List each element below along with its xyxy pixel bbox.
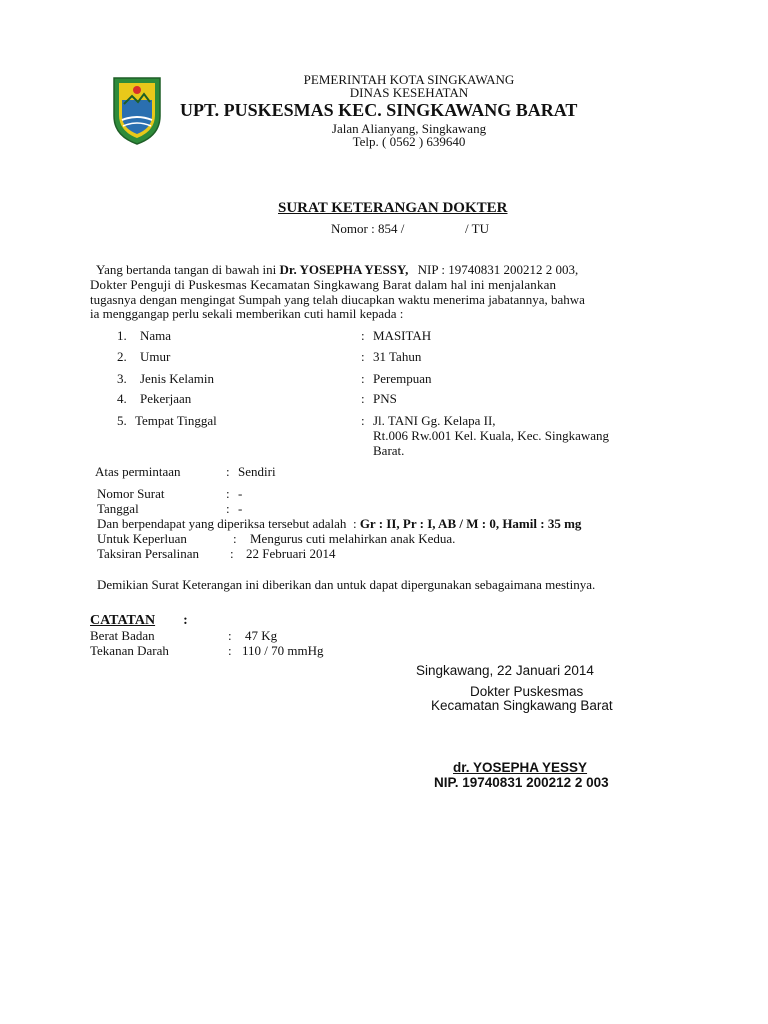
colon: : <box>230 546 234 561</box>
letterhead-address: Jalan Alianyang, Singkawang <box>331 121 487 136</box>
colon: : <box>361 413 365 428</box>
patient-num: 5. <box>117 413 127 428</box>
letter-number-label: Nomor Surat <box>97 486 165 501</box>
patient-value: 31 Tahun <box>373 349 422 364</box>
patient-num: 3. <box>117 371 127 386</box>
letterhead-org: UPT. PUSKESMAS KEC. SINGKAWANG BARAT <box>180 100 578 120</box>
notes-title: CATATAN <box>90 613 156 628</box>
patient-value: Perempuan <box>373 371 432 386</box>
date-value: - <box>238 501 243 516</box>
opinion-text: Dan berpendapat yang diperiksa tersebut adalah <box>97 516 347 531</box>
letterhead-dept: DINAS KESEHATAN <box>349 85 469 100</box>
blood-pressure-label: Tekanan Darah <box>90 643 169 658</box>
letterhead-phone: Telp. ( 0562 ) 639640 <box>352 134 466 149</box>
notes-title-line: CATATAN : <box>90 613 188 628</box>
document-title: SURAT KETERANGAN DOKTER <box>278 200 508 216</box>
patient-label: Nama <box>140 328 172 343</box>
signature-role-1: Dokter Puskesmas <box>470 684 584 699</box>
patient-num: 4. <box>117 391 127 406</box>
patient-num: 2. <box>117 349 127 364</box>
signature-role-2: Kecamatan Singkawang Barat <box>431 698 613 713</box>
colon: : <box>361 328 365 343</box>
colon: : <box>226 501 230 516</box>
intro-line-4: ia menggangap perlu sekali memberikan cuti hamil kepada : <box>90 306 404 321</box>
purpose-label: Untuk Keperluan <box>97 531 187 546</box>
patient-num: 1. <box>117 328 127 343</box>
city-emblem-logo <box>110 74 164 146</box>
patient-label: Jenis Kelamin <box>140 371 215 386</box>
colon: : <box>226 464 230 479</box>
colon: : <box>226 486 230 501</box>
opinion-value: Gr : II, Pr : I, AB / M : 0, Hamil : 35 mg <box>359 516 582 531</box>
signature-place-date: Singkawang, 22 Januari 2014 <box>416 663 594 678</box>
due-date-label: Taksiran Persalinan <box>97 546 199 561</box>
patient-value-line2: Rt.006 Rw.001 Kel. Kuala, Kec. Singkawang <box>373 428 610 443</box>
letterhead-gov: PEMERINTAH KOTA SINGKAWANG <box>303 72 515 87</box>
colon: : <box>228 628 232 643</box>
colon: : <box>361 391 365 406</box>
intro-line-2: Dokter Penguji di Puskesmas Kecamatan Singkawang Barat dalam hal ini menjalankan <box>90 277 557 292</box>
due-date-value: 22 Februari 2014 <box>246 546 336 561</box>
purpose-value: Mengurus cuti melahirkan anak Kedua. <box>250 531 456 546</box>
patient-value: Jl. TANI Gg. Kelapa II, <box>373 413 496 428</box>
blood-pressure-value: 110 / 70 mmHg <box>242 643 324 658</box>
doctor-nip-inline: NIP : 19740831 200212 2 003, <box>417 262 579 277</box>
colon: : <box>361 371 365 386</box>
weight-label: Berat Badan <box>90 628 155 643</box>
patient-label: Tempat Tinggal <box>135 413 217 428</box>
patient-label: Umur <box>140 349 171 364</box>
opinion-line: Dan berpendapat yang diperiksa tersebut adalah : Gr : II, Pr : I, AB / M : 0, Hamil : 35 mg <box>97 516 582 531</box>
intro-line-1 <box>90 262 672 278</box>
patient-value: MASITAH <box>373 328 432 343</box>
colon: : <box>228 643 232 658</box>
document-number-right: / TU <box>465 221 489 236</box>
signatory-nip: NIP. 19740831 200212 2 003 <box>434 775 609 790</box>
weight-value: 47 Kg <box>245 628 278 643</box>
intro-line-3: tugasnya dengan mengingat Sumpah yang telah diucapkan waktu menerima jabatannya, bahwa <box>90 292 585 307</box>
request-value: Sendiri <box>238 464 276 479</box>
letter-number-value: - <box>238 486 243 501</box>
patient-value: PNS <box>373 391 397 406</box>
patient-label: Pekerjaan <box>140 391 192 406</box>
date-label: Tanggal <box>97 501 139 516</box>
patient-value-line3: Barat. <box>373 443 405 458</box>
signatory-name: dr. YOSEPHA YESSY <box>453 760 588 775</box>
colon: : <box>361 349 365 364</box>
document-number-left: Nomor : 854 / <box>331 221 405 236</box>
request-label: Atas permintaan <box>95 464 181 479</box>
colon: : <box>233 531 237 546</box>
doctor-name-inline: Dr. YOSEPHA YESSY, <box>279 262 409 277</box>
intro-text-a: Yang bertanda tangan di bawah ini <box>96 262 277 277</box>
closing-statement: Demikian Surat Keterangan ini diberikan dan untuk dapat dipergunakan sebagaimana mestinya. <box>97 577 596 592</box>
